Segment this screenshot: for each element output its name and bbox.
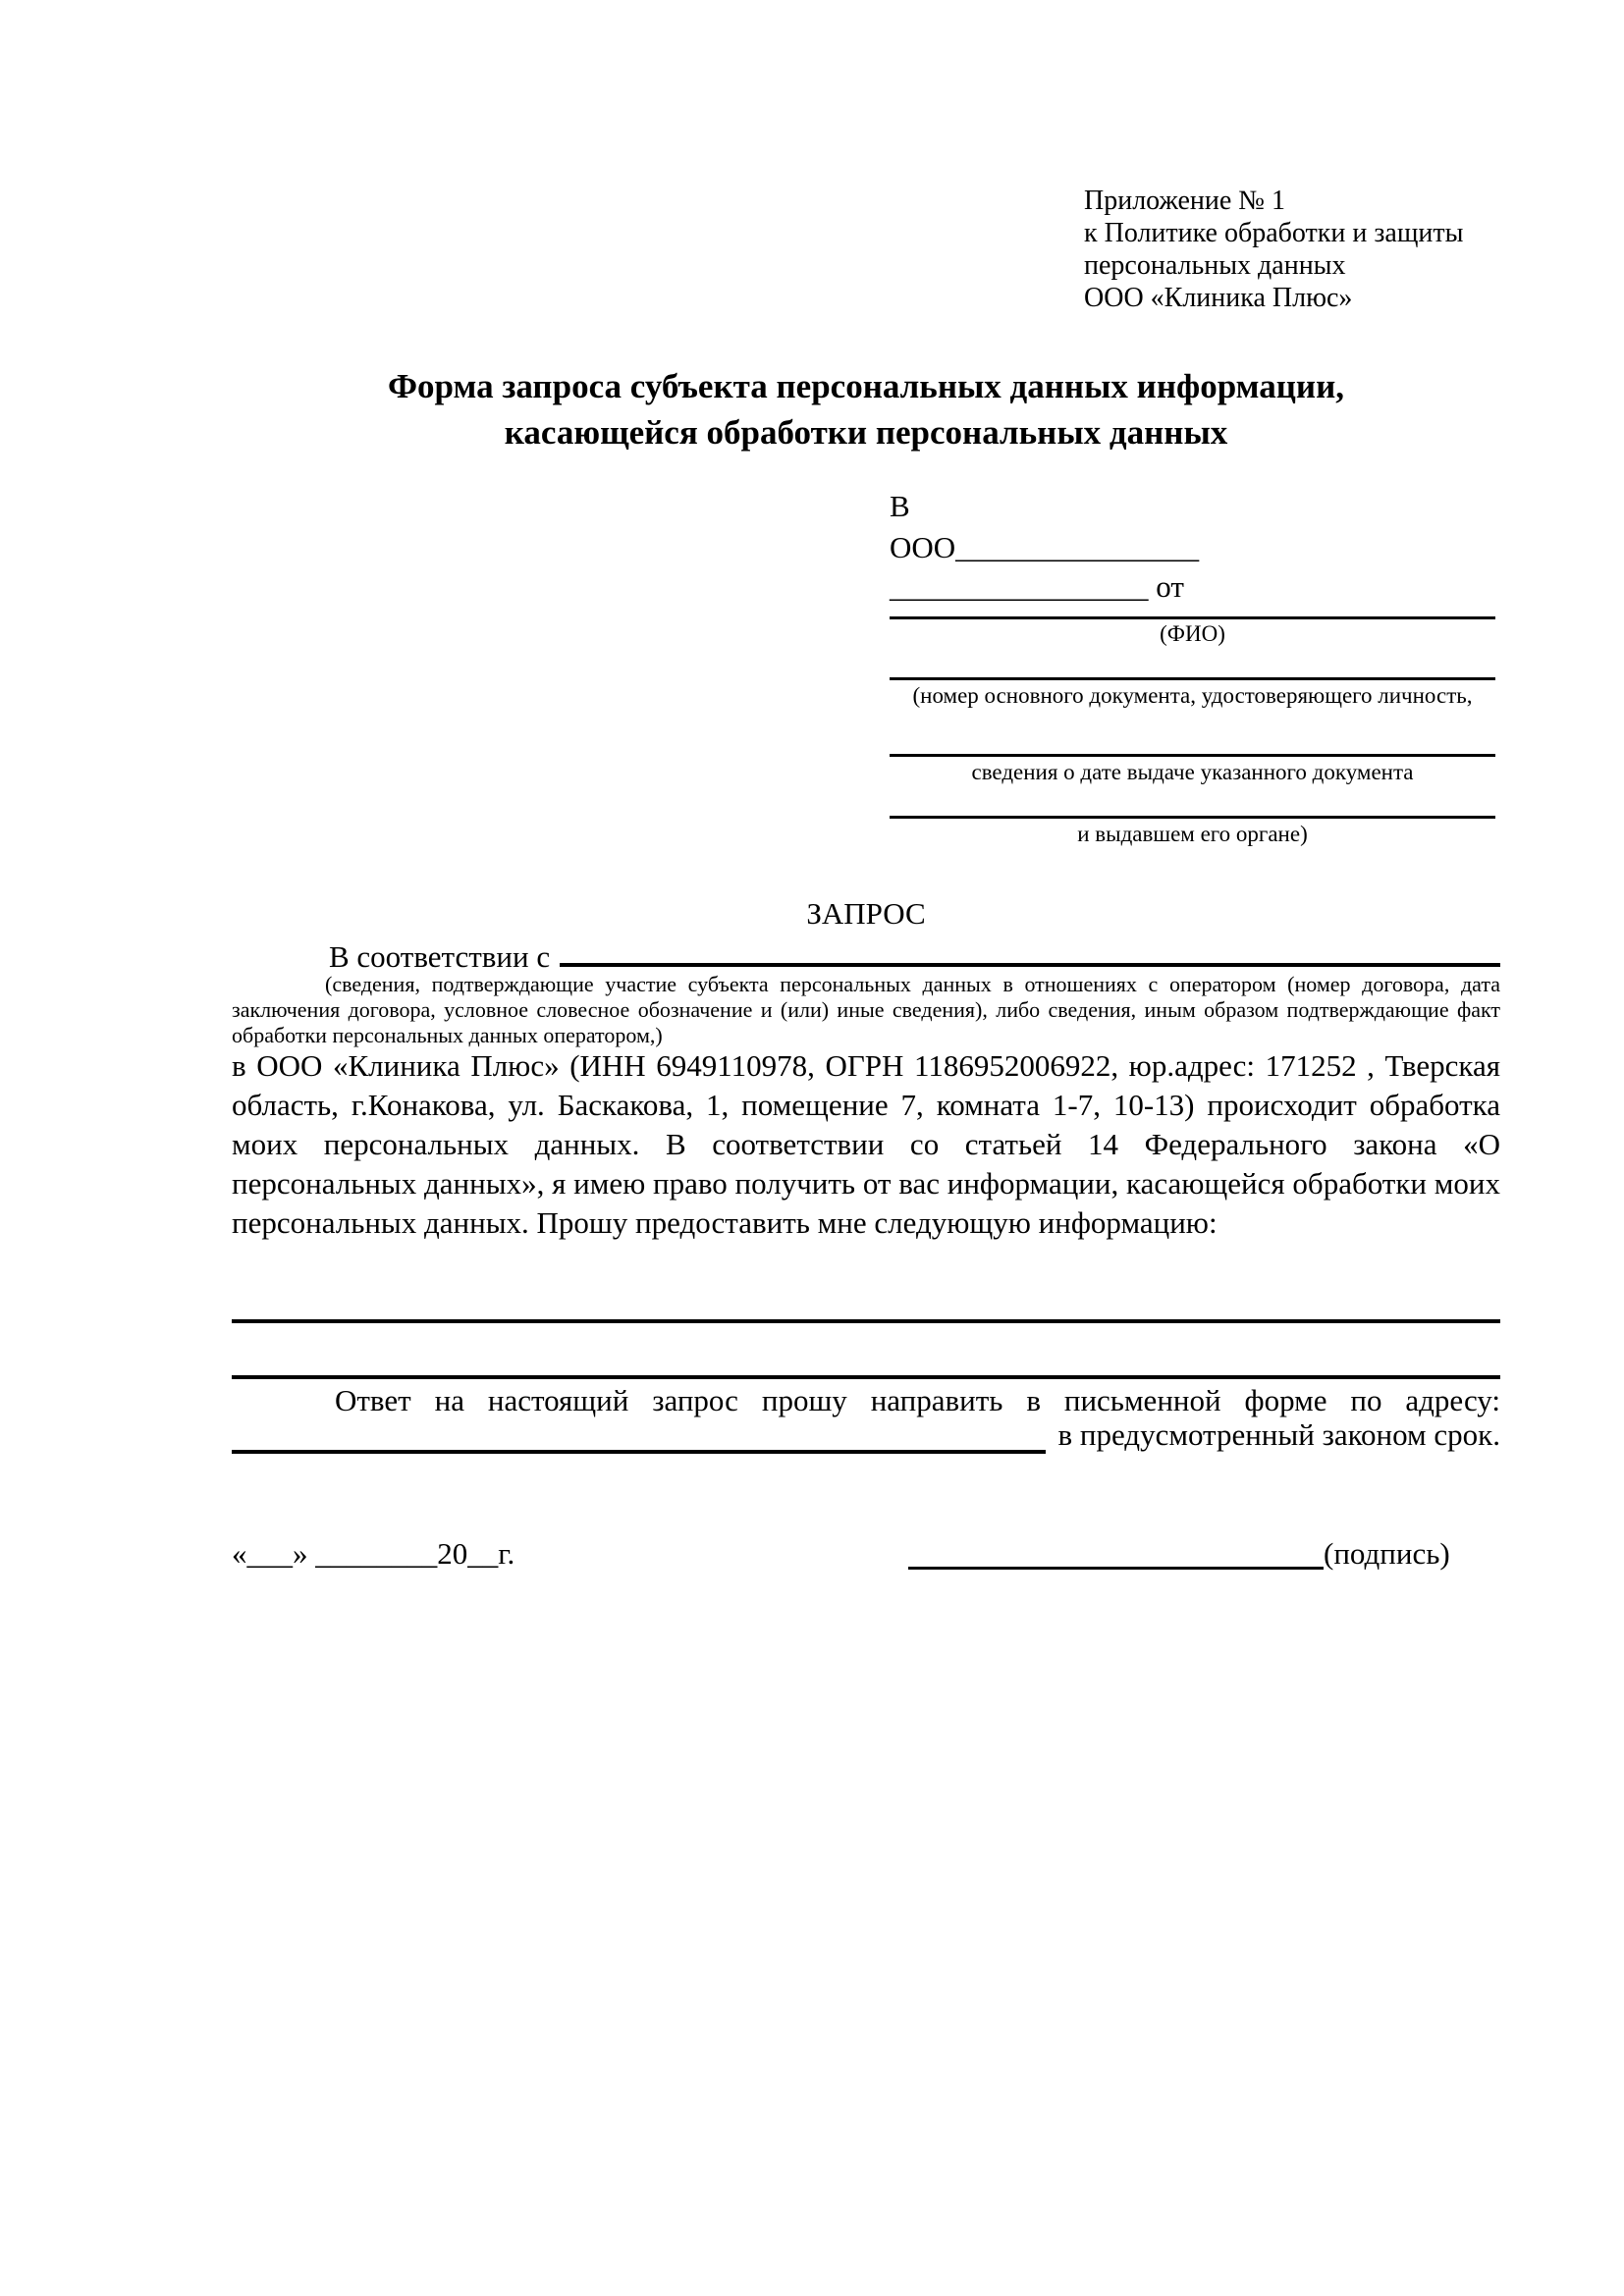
signature-block [908,1536,1450,1572]
appendix-header [1084,185,1463,314]
issue-date-caption: сведения о дате выдаче указанного документа [971,760,1414,784]
document-number-caption: (номер основного документа, удостоверяющего личность, [912,683,1473,708]
issue-organ-blank-line[interactable] [890,816,1495,819]
document-title [232,363,1500,455]
appendix-line-3: персональных данных [1084,250,1346,281]
issue-organ-caption: и выдавшем его органе) [1077,822,1308,846]
date-blank-line[interactable]: «___» ________20__г. [232,1536,515,1571]
reply-address-blank-line[interactable] [232,1450,1046,1454]
reply-term-text: в предусмотренный законом срок. [1057,1417,1500,1452]
reply-request-line: Ответ на настоящий запрос прошу направить в письменной форме по адресу: [335,1383,1500,1417]
addressee-to-prefix: В [890,489,910,523]
document-title-line-2: касающейся обработки персональных данных [504,413,1228,452]
accordance-prefix: В соответствии с [329,939,551,974]
accordance-blank-line[interactable] [560,934,1500,967]
addressee-ooo-blank[interactable]: ООО________________ [890,530,1200,564]
appendix-line-2: к Политике обработки и защиты [1084,218,1464,248]
info-blank-line-2[interactable] [232,1375,1500,1379]
appendix-line-4: ООО «Клиника Плюс» [1084,283,1353,313]
issue-date-blank-line[interactable] [890,754,1495,757]
signature-blank-line[interactable] [908,1567,1324,1570]
request-body-paragraph: в ООО «Клиника Плюс» (ИНН 6949110978, ОГРН 1186952006922, юр.адрес: 171252 , Тверская область, г.Конакова, ул. Баскакова, 1, помещение 7, комната 1-7, 10-13) происходит обработка моих персональных данных. В соответствии со статьей 14 Федерального закона «О персональных данных», я имею право получить от вас информации, касающейся обработки моих персональных данных. Прошу предоставить мне следующую информацию: [232,1048,1500,1240]
accordance-line [232,934,1500,975]
addressee-from-blank[interactable]: _________________ от [890,569,1184,604]
fio-caption: (ФИО) [1160,621,1225,646]
document-title-line-1: Форма запроса субъекта персональных данных информации, [387,367,1345,405]
fine-print-note: (сведения, подтверждающие участие субъекта персональных данных в отношениях с оператором (номер договора, дата заключения договора, условное словесное обозначение и (или) иные сведения), либо сведения, иным образом подтверждающие факт обработки персональных данных оператором,) [232,972,1500,1047]
fio-blank-line[interactable] [890,616,1495,619]
appendix-line-1: Приложение № 1 [1084,186,1285,216]
info-blank-line-1[interactable] [232,1319,1500,1323]
document-number-blank-line[interactable] [890,677,1495,680]
signature-caption: (подпись) [1324,1536,1450,1571]
request-heading: ЗАПРОС [806,896,926,931]
